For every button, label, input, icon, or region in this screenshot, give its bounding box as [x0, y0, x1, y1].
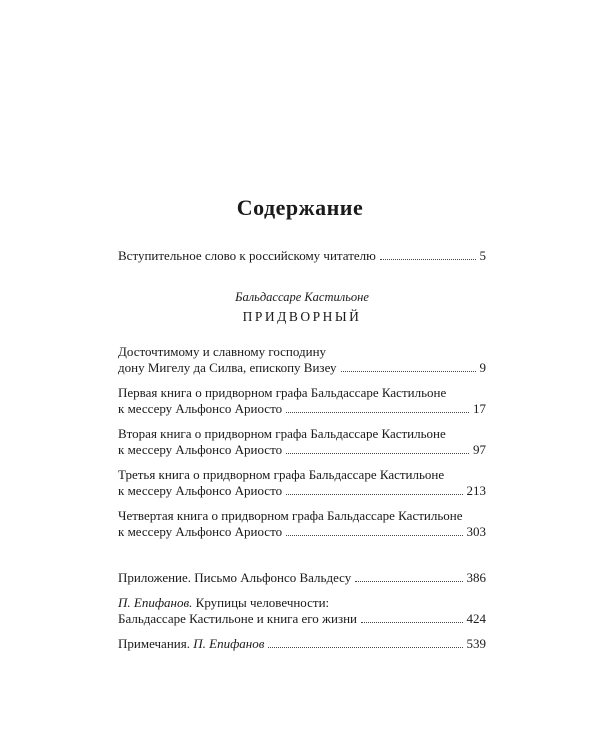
page-title: Содержание [236, 195, 364, 220]
toc-entry-line1: Вторая книга о придворном графа Бальдассаре Кастильоне [118, 426, 446, 441]
toc-entry-line2: Бальдассаре Кастильоне и книга его жизни [118, 611, 358, 626]
toc-entry-text [118, 636, 264, 652]
toc-page-number: 386 [466, 570, 486, 585]
leader-dots [286, 412, 469, 413]
toc-entry-line2: к мессеру Альфонсо Ариосто [118, 524, 283, 539]
notes-author: П. Епифанов [193, 636, 265, 651]
leader-dots [286, 453, 469, 454]
toc-entry-line1: Досточтимому и славному господину [118, 344, 327, 359]
leader-dots [341, 371, 476, 372]
toc-entry-line2: дону Мигелу да Силва, епископу Визеу [118, 360, 337, 375]
toc-entry-text: Вступительное слово к российскому читателю [118, 248, 376, 263]
leader-dots [380, 259, 476, 260]
toc-entry-line2: к мессеру Альфонсо Ариосто [118, 483, 283, 498]
leader-dots [355, 581, 462, 582]
toc-entry-line1: Третья книга о придворном графа Бальдассаре Кастильоне [118, 467, 445, 482]
toc-entry-intro[interactable] [118, 248, 486, 264]
toc-entry-book-2[interactable] [118, 426, 486, 458]
toc-entry-appendix[interactable] [118, 570, 486, 586]
toc-entry-essay[interactable] [118, 595, 486, 627]
toc-page-number: 539 [466, 636, 486, 651]
toc-page-number: 5 [479, 248, 486, 263]
toc-entry-line1: Первая книга о придворном графа Бальдассаре Кастильоне [118, 385, 447, 400]
toc-page-number: 17 [473, 401, 486, 416]
toc-page-number: 303 [466, 524, 486, 539]
leader-dots [286, 535, 462, 536]
toc-page-number: 97 [473, 442, 486, 457]
essay-title: Крупицы человечности: [192, 595, 330, 610]
toc-entry-book-4[interactable] [118, 508, 486, 540]
leader-dots [286, 494, 462, 495]
section-book-title: ПРИДВОРНЫЙ [242, 309, 362, 324]
toc-entry-dedication[interactable] [118, 344, 486, 376]
toc-page-number: 424 [466, 611, 486, 626]
toc-entry-line2: к мессеру Альфонсо Ариосто [118, 442, 283, 457]
toc-entry-book-1[interactable] [118, 385, 486, 417]
toc-entry-text: Приложение. Письмо Альфонсо Вальдесу [118, 570, 352, 585]
toc-entry-line1: Четвертая книга о придворном графа Бальдассаре Кастильоне [118, 508, 463, 523]
toc-entry-book-3[interactable] [118, 467, 486, 499]
toc-page-number: 9 [479, 360, 486, 375]
toc-entry-notes[interactable] [118, 636, 486, 652]
section-author: Бальдассаре Кастильоне [235, 290, 369, 304]
toc-entry-line2: к мессеру Альфонсо Ариосто [118, 401, 283, 416]
leader-dots [361, 622, 462, 623]
leader-dots [268, 647, 462, 648]
notes-label: Примечания. [118, 636, 194, 651]
toc-page-number: 213 [466, 483, 486, 498]
table-of-contents [118, 248, 486, 675]
section-heading [118, 288, 486, 328]
toc-entry-line1 [118, 595, 486, 611]
essay-author: П. Епифанов. [118, 595, 193, 610]
